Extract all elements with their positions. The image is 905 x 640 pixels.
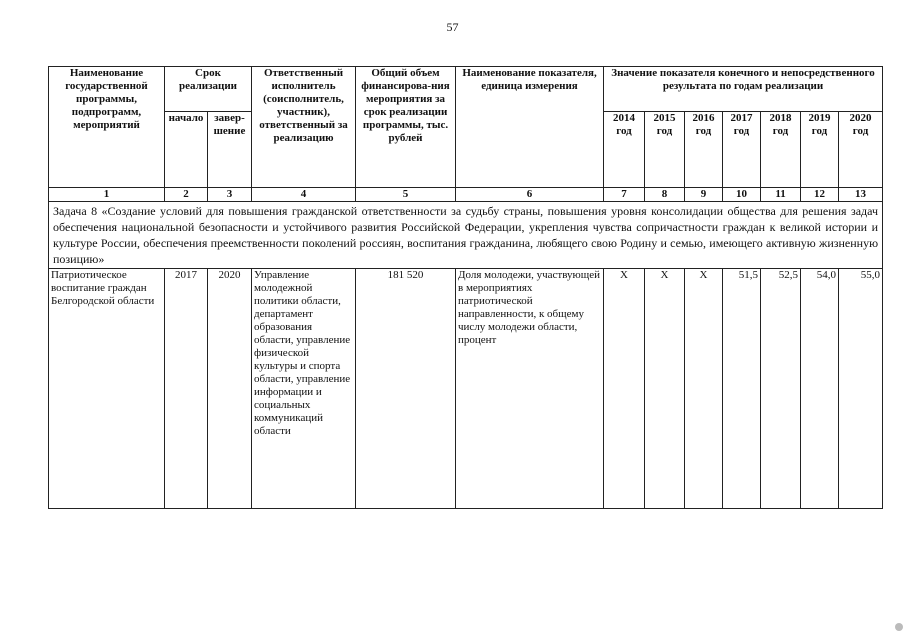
header-funding: Общий объем финансирова-ния мероприятия за срок реализации программы, тыс. рублей [356, 67, 456, 188]
page-number: 57 [446, 20, 459, 34]
column-number: 8 [645, 188, 685, 202]
column-number: 4 [252, 188, 356, 202]
table-row [49, 269, 883, 509]
row-start: 2017 [165, 269, 208, 509]
program-table [48, 66, 883, 509]
row-value: 55,0 [839, 269, 883, 509]
header-year: 2020 год [839, 112, 883, 188]
column-number: 11 [761, 188, 801, 202]
header-year: 2014 год [604, 112, 645, 188]
column-number: 9 [685, 188, 723, 202]
column-number: 5 [356, 188, 456, 202]
scan-mark [895, 623, 903, 631]
column-number: 3 [208, 188, 252, 202]
header-year: 2015 год [645, 112, 685, 188]
task-description: Задача 8 «Создание условий для повышения гражданской ответственности за судьбу страны, повышения уровня консолидации общества для решения задач обеспечения национальной безопасности и устойчивого развития Российской Федерации, укрепления чувства сопричастности граждан к великой истории и культуре России, обеспечения преемственности поколений россиян, воспитания гражданина, любящего свою Родину и семью, имеющего активную жизненную позицию» [49, 202, 883, 269]
column-number: 7 [604, 188, 645, 202]
header-executor: Ответственный исполнитель (соисполнитель, участник), ответственный за реализацию [252, 67, 356, 188]
header-term-end: завер-шение [208, 112, 252, 188]
row-indicator: Доля молодежи, участвующей в мероприятиях патриотической направленности, к общему числу молодежи области, процент [456, 269, 604, 509]
row-end: 2020 [208, 269, 252, 509]
row-executor: Управление молодежной политики области, департамент образования области, управление физической культуры и спорта области, управление информации и социальных коммуникаций области [252, 269, 356, 509]
row-value: X [604, 269, 645, 509]
row-value: 51,5 [723, 269, 761, 509]
column-number-row [49, 188, 883, 202]
column-number: 12 [801, 188, 839, 202]
row-value: 54,0 [801, 269, 839, 509]
header-year: 2017 год [723, 112, 761, 188]
row-value: 52,5 [761, 269, 801, 509]
row-name: Патриотическое воспитание граждан Белгородской области [49, 269, 165, 509]
header-term: Срок реализации [165, 67, 252, 112]
column-number: 10 [723, 188, 761, 202]
header-term-start: начало [165, 112, 208, 188]
header-year: 2018 год [761, 112, 801, 188]
header-year: 2019 год [801, 112, 839, 188]
header-values: Значение показателя конечного и непосредственного результата по годам реализации [604, 67, 883, 112]
header-year: 2016 год [685, 112, 723, 188]
column-number: 6 [456, 188, 604, 202]
row-value: X [645, 269, 685, 509]
column-number: 13 [839, 188, 883, 202]
row-funding: 181 520 [356, 269, 456, 509]
header-name: Наименование государственной программы, подпрограмм, мероприятий [49, 67, 165, 188]
row-value: X [685, 269, 723, 509]
column-number: 1 [49, 188, 165, 202]
column-number: 2 [165, 188, 208, 202]
header-indicator: Наименование показателя, единица измерения [456, 67, 604, 188]
